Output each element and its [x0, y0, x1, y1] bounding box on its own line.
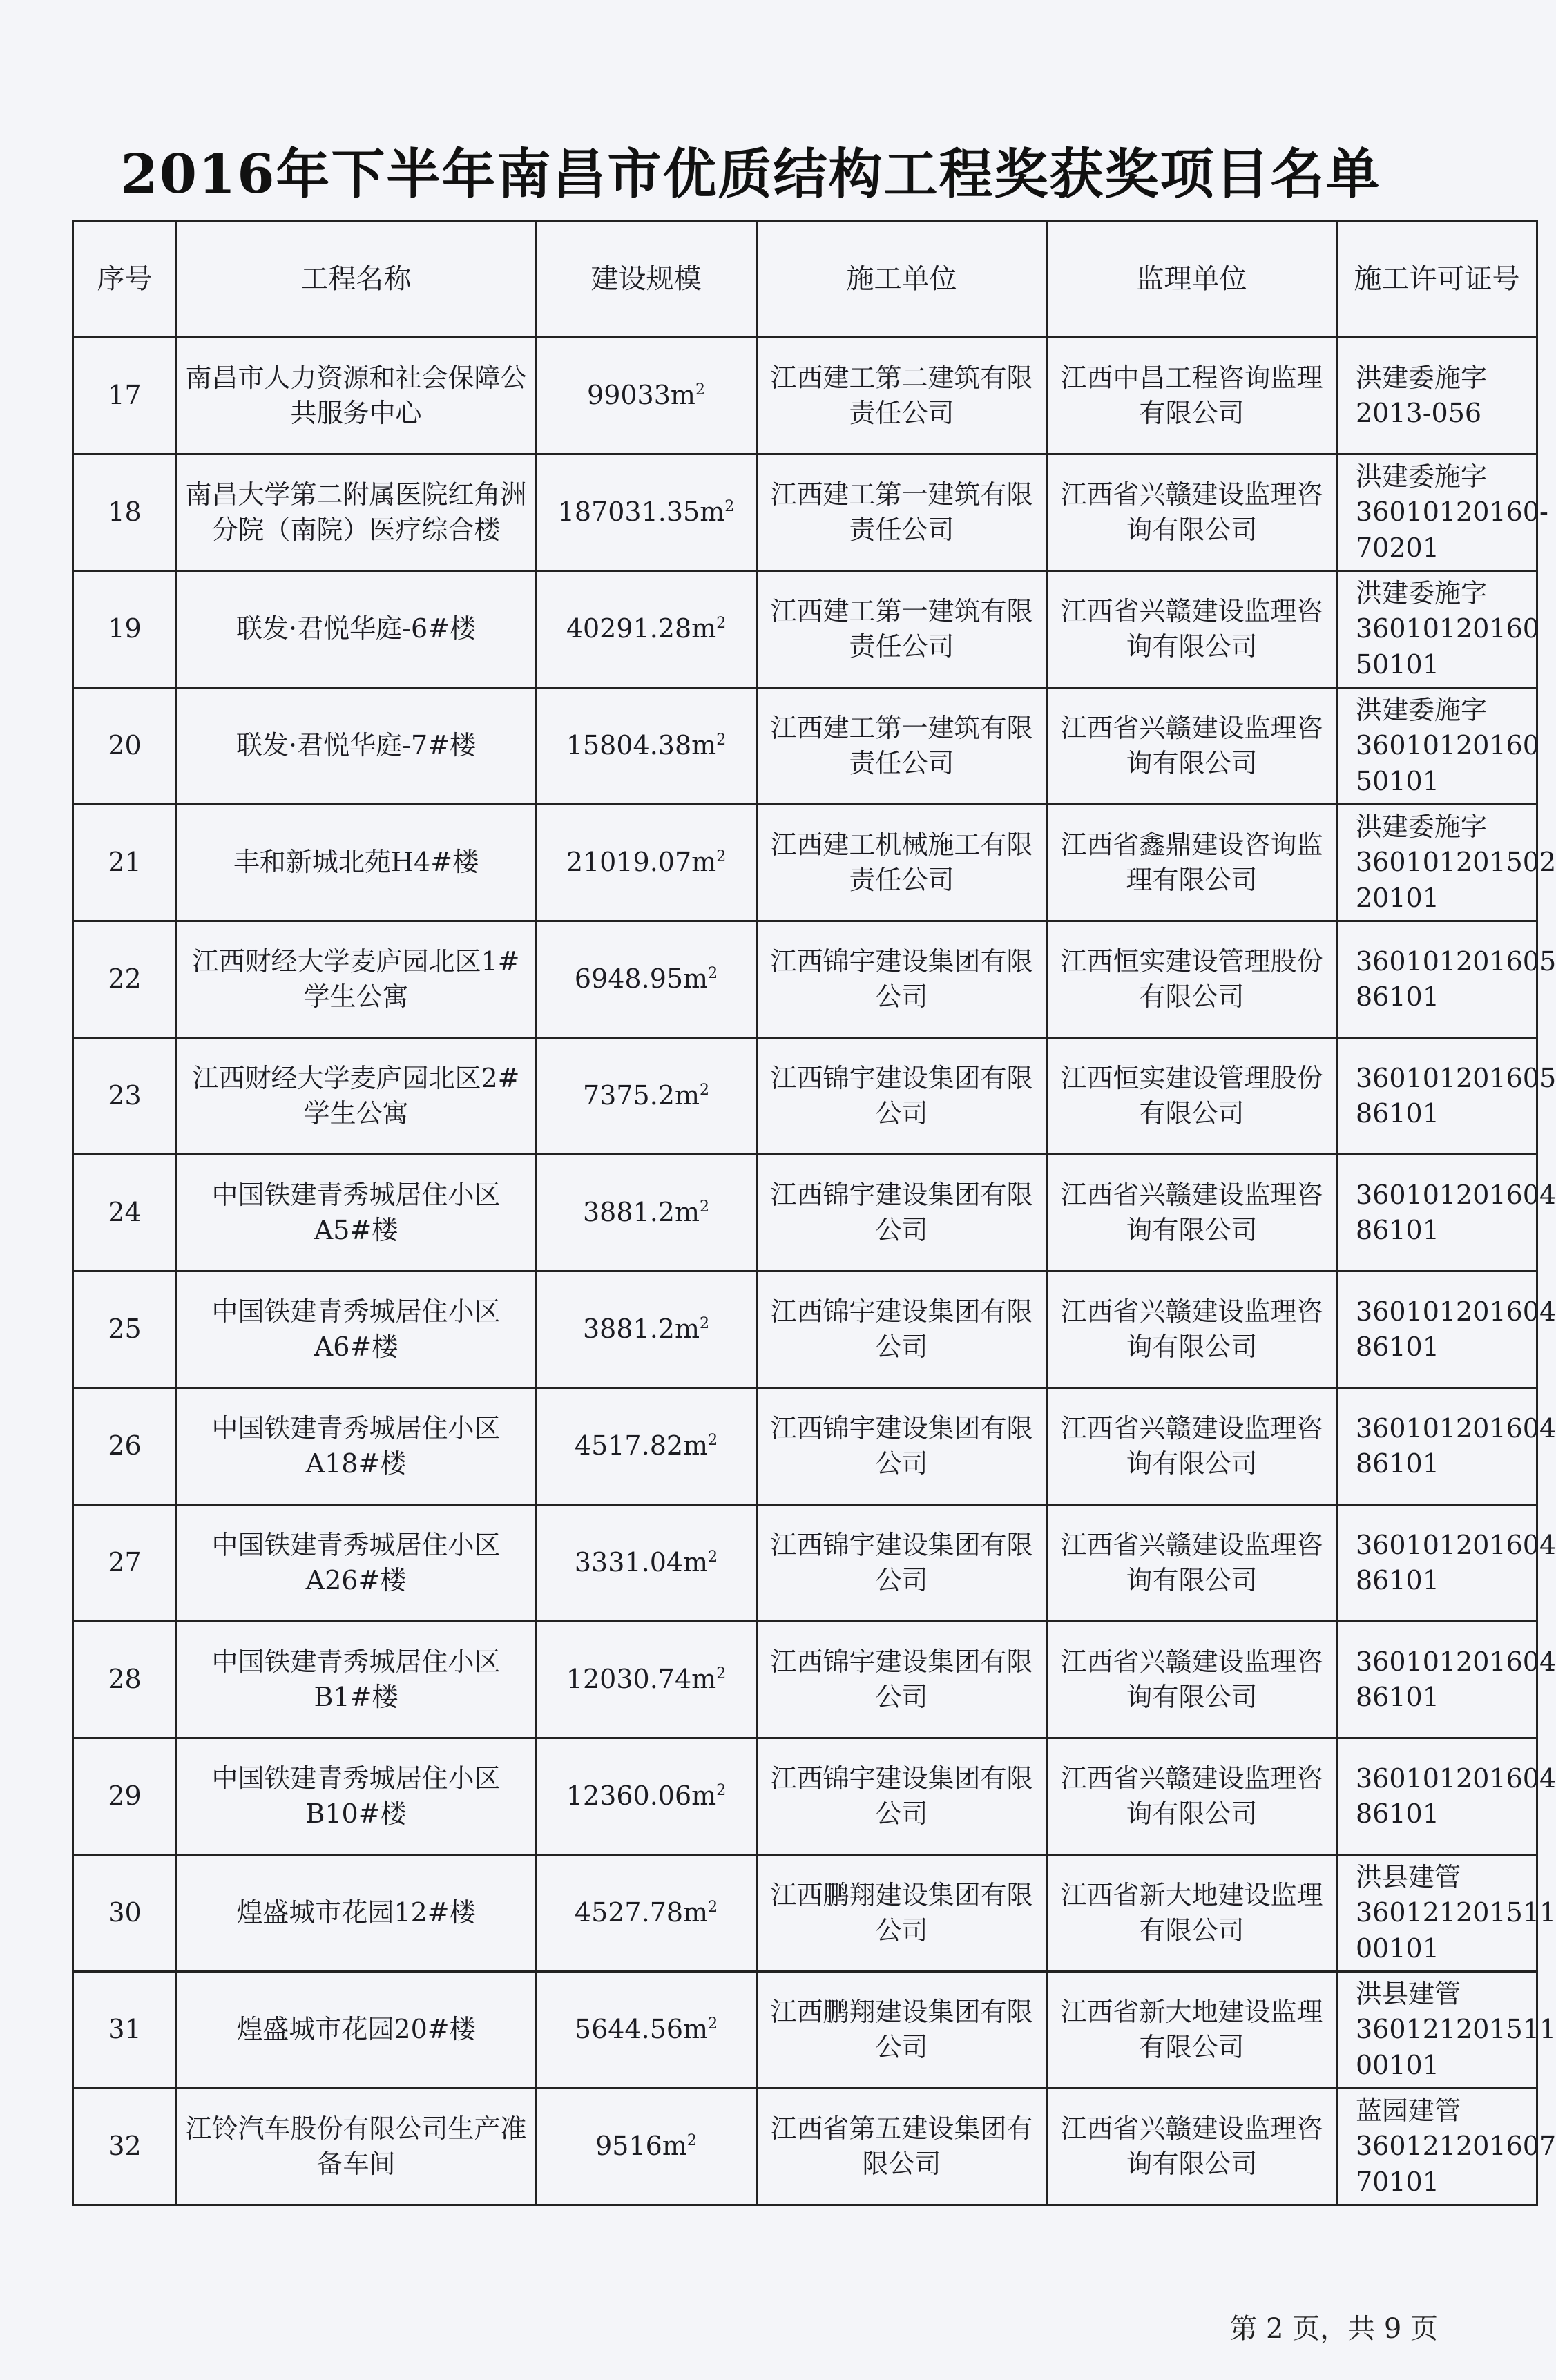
- header-no: 序号: [73, 221, 177, 338]
- cell-permit: 洪建委施字 360101201502 20101: [1337, 805, 1537, 921]
- cell-no: 29: [73, 1738, 177, 1855]
- cell-builder: 江西锦宇建设集团有限公司: [757, 1622, 1047, 1738]
- unit-exponent: 2: [724, 498, 735, 516]
- table-row: [73, 805, 1537, 921]
- cell-permit: 蓝园建管 360121201607 70101: [1337, 2089, 1537, 2205]
- cell-builder: 江西建工第一建筑有限责任公司: [757, 688, 1047, 805]
- cell-name: 丰和新城北苑H4#楼: [177, 805, 536, 921]
- cell-supervisor: 江西省新大地建设监理有限公司: [1047, 1855, 1337, 1972]
- cell-scale: [536, 688, 757, 805]
- table-row: [73, 1738, 1537, 1855]
- cell-supervisor: 江西省兴赣建设监理咨询有限公司: [1047, 1738, 1337, 1855]
- cell-name: 中国铁建青秀城居住小区A6#楼: [177, 1271, 536, 1388]
- cell-scale: [536, 1855, 757, 1972]
- cell-name: 南昌大学第二附属医院红角洲分院（南院）医疗综合楼: [177, 454, 536, 571]
- unit-exponent: 2: [716, 731, 727, 749]
- unit-base: m: [683, 1547, 709, 1578]
- cell-name: 江西财经大学麦庐园北区1#学生公寓: [177, 921, 536, 1038]
- cell-name: 中国铁建青秀城居住小区A26#楼: [177, 1505, 536, 1622]
- cell-supervisor: 江西省兴赣建设监理咨询有限公司: [1047, 1155, 1337, 1271]
- cell-no: 25: [73, 1271, 177, 1388]
- cell-no: 18: [73, 454, 177, 571]
- cell-scale: [536, 1155, 757, 1271]
- cell-scale: [536, 805, 757, 921]
- cell-name: 江铃汽车股份有限公司生产准备车间: [177, 2089, 536, 2205]
- cell-supervisor: 江西省兴赣建设监理咨询有限公司: [1047, 688, 1337, 805]
- cell-no: 20: [73, 688, 177, 805]
- cell-scale: [536, 1038, 757, 1155]
- cell-name: 联发·君悦华庭-6#楼: [177, 571, 536, 688]
- cell-no: 23: [73, 1038, 177, 1155]
- cell-builder: 江西鹏翔建设集团有限公司: [757, 1972, 1047, 2089]
- scale-value: 5644.56: [574, 2014, 684, 2045]
- table-row: [73, 1155, 1537, 1271]
- unit-base: m: [683, 1897, 709, 1928]
- header-name: 工程名称: [177, 221, 536, 338]
- cell-permit: 洪建委施字 36010120160- 70201: [1337, 454, 1537, 571]
- table-row: [73, 1038, 1537, 1155]
- cell-supervisor: 江西省兴赣建设监理咨询有限公司: [1047, 1505, 1337, 1622]
- cell-no: 30: [73, 1855, 177, 1972]
- cell-permit: 洪建委施字 36010120160 50101: [1337, 688, 1537, 805]
- cell-permit: 洪县建管 360121201511 00101: [1337, 1972, 1537, 2089]
- scale-value: 12360.06: [566, 1781, 692, 1812]
- cell-builder: 江西锦宇建设集团有限公司: [757, 1388, 1047, 1505]
- scale-value: 4527.78: [574, 1897, 684, 1928]
- unit-exponent: 2: [695, 381, 705, 399]
- cell-supervisor: 江西省兴赣建设监理咨询有限公司: [1047, 1622, 1337, 1738]
- cell-permit: 360101201604 86101: [1337, 1738, 1537, 1855]
- awards-table: [72, 220, 1556, 2206]
- unit-exponent: 2: [700, 1315, 709, 1333]
- scale-value: 4517.82: [574, 1430, 684, 1461]
- header-supervisor: 监理单位: [1047, 221, 1337, 338]
- unit-exponent: 2: [708, 1899, 718, 1917]
- unit-base: m: [683, 963, 709, 995]
- cell-scale: [536, 338, 757, 454]
- table-row: [73, 1855, 1537, 1972]
- cell-permit: 360101201604 86101: [1337, 1388, 1537, 1505]
- unit-base: m: [691, 1664, 717, 1695]
- cell-no: 22: [73, 921, 177, 1038]
- unit-base: m: [700, 497, 725, 528]
- cell-no: 24: [73, 1155, 177, 1271]
- cell-permit: 洪建委施字 2013-056: [1337, 338, 1537, 454]
- cell-builder: 江西建工第一建筑有限责任公司: [757, 454, 1047, 571]
- cell-permit: 360101201604 86101: [1337, 1155, 1537, 1271]
- scale-value: 7375.2: [582, 1080, 675, 1111]
- unit-base: m: [670, 380, 695, 411]
- cell-builder: 江西锦宇建设集团有限公司: [757, 1155, 1047, 1271]
- scale-value: 3881.2: [582, 1197, 675, 1228]
- cell-scale: [536, 1388, 757, 1505]
- cell-scale: [536, 1271, 757, 1388]
- unit-base: m: [674, 1197, 700, 1228]
- unit-exponent: 2: [716, 1782, 727, 1800]
- cell-permit: 洪县建管 360121201511 00101: [1337, 1855, 1537, 1972]
- unit-exponent: 2: [708, 965, 718, 983]
- unit-exponent: 2: [708, 1548, 718, 1566]
- header-permit: 施工许可证号: [1337, 221, 1537, 338]
- scale-value: 9516: [595, 2131, 662, 2162]
- table-row: [73, 454, 1537, 571]
- cell-scale: [536, 571, 757, 688]
- cell-supervisor: 江西恒实建设管理股份有限公司: [1047, 1038, 1337, 1155]
- table-row: [73, 2089, 1537, 2205]
- table-row: [73, 1622, 1537, 1738]
- cell-builder: 江西鹏翔建设集团有限公司: [757, 1855, 1047, 1972]
- cell-name: 煌盛城市花园12#楼: [177, 1855, 536, 1972]
- table-row: [73, 338, 1537, 454]
- cell-builder: 江西锦宇建设集团有限公司: [757, 1271, 1047, 1388]
- cell-builder: 江西建工第一建筑有限责任公司: [757, 571, 1047, 688]
- cell-no: 27: [73, 1505, 177, 1622]
- cell-scale: [536, 921, 757, 1038]
- unit-exponent: 2: [716, 848, 727, 866]
- unit-base: m: [691, 847, 717, 878]
- cell-name: 中国铁建青秀城居住小区B1#楼: [177, 1622, 536, 1738]
- unit-exponent: 2: [708, 2015, 718, 2033]
- header-builder: 施工单位: [757, 221, 1047, 338]
- cell-builder: 江西省第五建设集团有限公司: [757, 2089, 1047, 2205]
- cell-supervisor: 江西省兴赣建设监理咨询有限公司: [1047, 2089, 1337, 2205]
- cell-scale: [536, 1738, 757, 1855]
- cell-name: 中国铁建青秀城居住小区B10#楼: [177, 1738, 536, 1855]
- table-row: [73, 688, 1537, 805]
- cell-supervisor: 江西省新大地建设监理有限公司: [1047, 1972, 1337, 2089]
- cell-builder: 江西锦宇建设集团有限公司: [757, 921, 1047, 1038]
- cell-scale: [536, 454, 757, 571]
- scale-value: 99033: [587, 380, 671, 411]
- cell-no: 31: [73, 1972, 177, 2089]
- cell-builder: 江西建工机械施工有限责任公司: [757, 805, 1047, 921]
- unit-exponent: 2: [716, 1665, 727, 1683]
- unit-base: m: [691, 730, 717, 761]
- cell-supervisor: 江西省鑫鼎建设咨询监理有限公司: [1047, 805, 1337, 921]
- cell-name: 南昌市人力资源和社会保障公共服务中心: [177, 338, 536, 454]
- cell-permit: 360101201605 86101: [1337, 921, 1537, 1038]
- cell-supervisor: 江西省兴赣建设监理咨询有限公司: [1047, 454, 1337, 571]
- cell-no: 32: [73, 2089, 177, 2205]
- cell-supervisor: 江西中昌工程咨询监理有限公司: [1047, 338, 1337, 454]
- table-row: [73, 921, 1537, 1038]
- cell-builder: 江西锦宇建设集团有限公司: [757, 1738, 1047, 1855]
- cell-scale: [536, 1505, 757, 1622]
- scale-value: 15804.38: [566, 730, 692, 761]
- unit-exponent: 2: [708, 1432, 718, 1450]
- unit-base: m: [691, 613, 717, 644]
- cell-name: 中国铁建青秀城居住小区A5#楼: [177, 1155, 536, 1271]
- scale-value: 40291.28: [566, 613, 692, 644]
- cell-name: 煌盛城市花园20#楼: [177, 1972, 536, 2089]
- table-row: [73, 1972, 1537, 2089]
- cell-supervisor: 江西省兴赣建设监理咨询有限公司: [1047, 571, 1337, 688]
- unit-base: m: [683, 2014, 709, 2045]
- unit-exponent: 2: [700, 1082, 709, 1100]
- scale-value: 21019.07: [566, 847, 692, 878]
- unit-base: m: [691, 1781, 717, 1812]
- cell-no: 19: [73, 571, 177, 688]
- unit-base: m: [662, 2131, 687, 2162]
- unit-base: m: [674, 1314, 700, 1345]
- cell-builder: 江西锦宇建设集团有限公司: [757, 1505, 1047, 1622]
- table-row: [73, 571, 1537, 688]
- cell-scale: [536, 1972, 757, 2089]
- cell-no: 17: [73, 338, 177, 454]
- scale-value: 12030.74: [566, 1664, 692, 1695]
- page-footer: 第 2 页，共 9 页: [1229, 2313, 1438, 2345]
- table-header-row: [73, 221, 1537, 338]
- scale-value: 3331.04: [574, 1547, 684, 1578]
- unit-base: m: [674, 1080, 700, 1111]
- cell-permit: 洪建委施字 36010120160 50101: [1337, 571, 1537, 688]
- cell-permit: 360101201605 86101: [1337, 1038, 1537, 1155]
- cell-name: 中国铁建青秀城居住小区A18#楼: [177, 1388, 536, 1505]
- cell-name: 联发·君悦华庭-7#楼: [177, 688, 536, 805]
- cell-supervisor: 江西省兴赣建设监理咨询有限公司: [1047, 1388, 1337, 1505]
- cell-scale: [536, 2089, 757, 2205]
- cell-permit: 360101201604 86101: [1337, 1622, 1537, 1738]
- cell-no: 26: [73, 1388, 177, 1505]
- cell-permit: 360101201604 86101: [1337, 1271, 1537, 1388]
- table-row: [73, 1505, 1537, 1622]
- cell-no: 21: [73, 805, 177, 921]
- cell-scale: [536, 1622, 757, 1738]
- cell-name: 江西财经大学麦庐园北区2#学生公寓: [177, 1038, 536, 1155]
- cell-builder: 江西锦宇建设集团有限公司: [757, 1038, 1047, 1155]
- cell-permit: 360101201604 86101: [1337, 1505, 1537, 1622]
- cell-supervisor: 江西省兴赣建设监理咨询有限公司: [1047, 1271, 1337, 1388]
- cell-no: 28: [73, 1622, 177, 1738]
- cell-supervisor: 江西恒实建设管理股份有限公司: [1047, 921, 1337, 1038]
- unit-base: m: [683, 1430, 709, 1461]
- table-row: [73, 1388, 1537, 1505]
- scale-value: 3881.2: [582, 1314, 675, 1345]
- unit-exponent: 2: [686, 2132, 697, 2150]
- unit-exponent: 2: [716, 615, 727, 633]
- cell-builder: 江西建工第二建筑有限责任公司: [757, 338, 1047, 454]
- scale-value: 6948.95: [574, 963, 684, 995]
- header-scale: 建设规模: [536, 221, 757, 338]
- unit-exponent: 2: [700, 1198, 709, 1216]
- table-row: [73, 1271, 1537, 1388]
- document-title: 2016年下半年南昌市优质结构工程奖获奖项目名单: [120, 143, 1381, 206]
- scale-value: 187031.35: [557, 497, 700, 528]
